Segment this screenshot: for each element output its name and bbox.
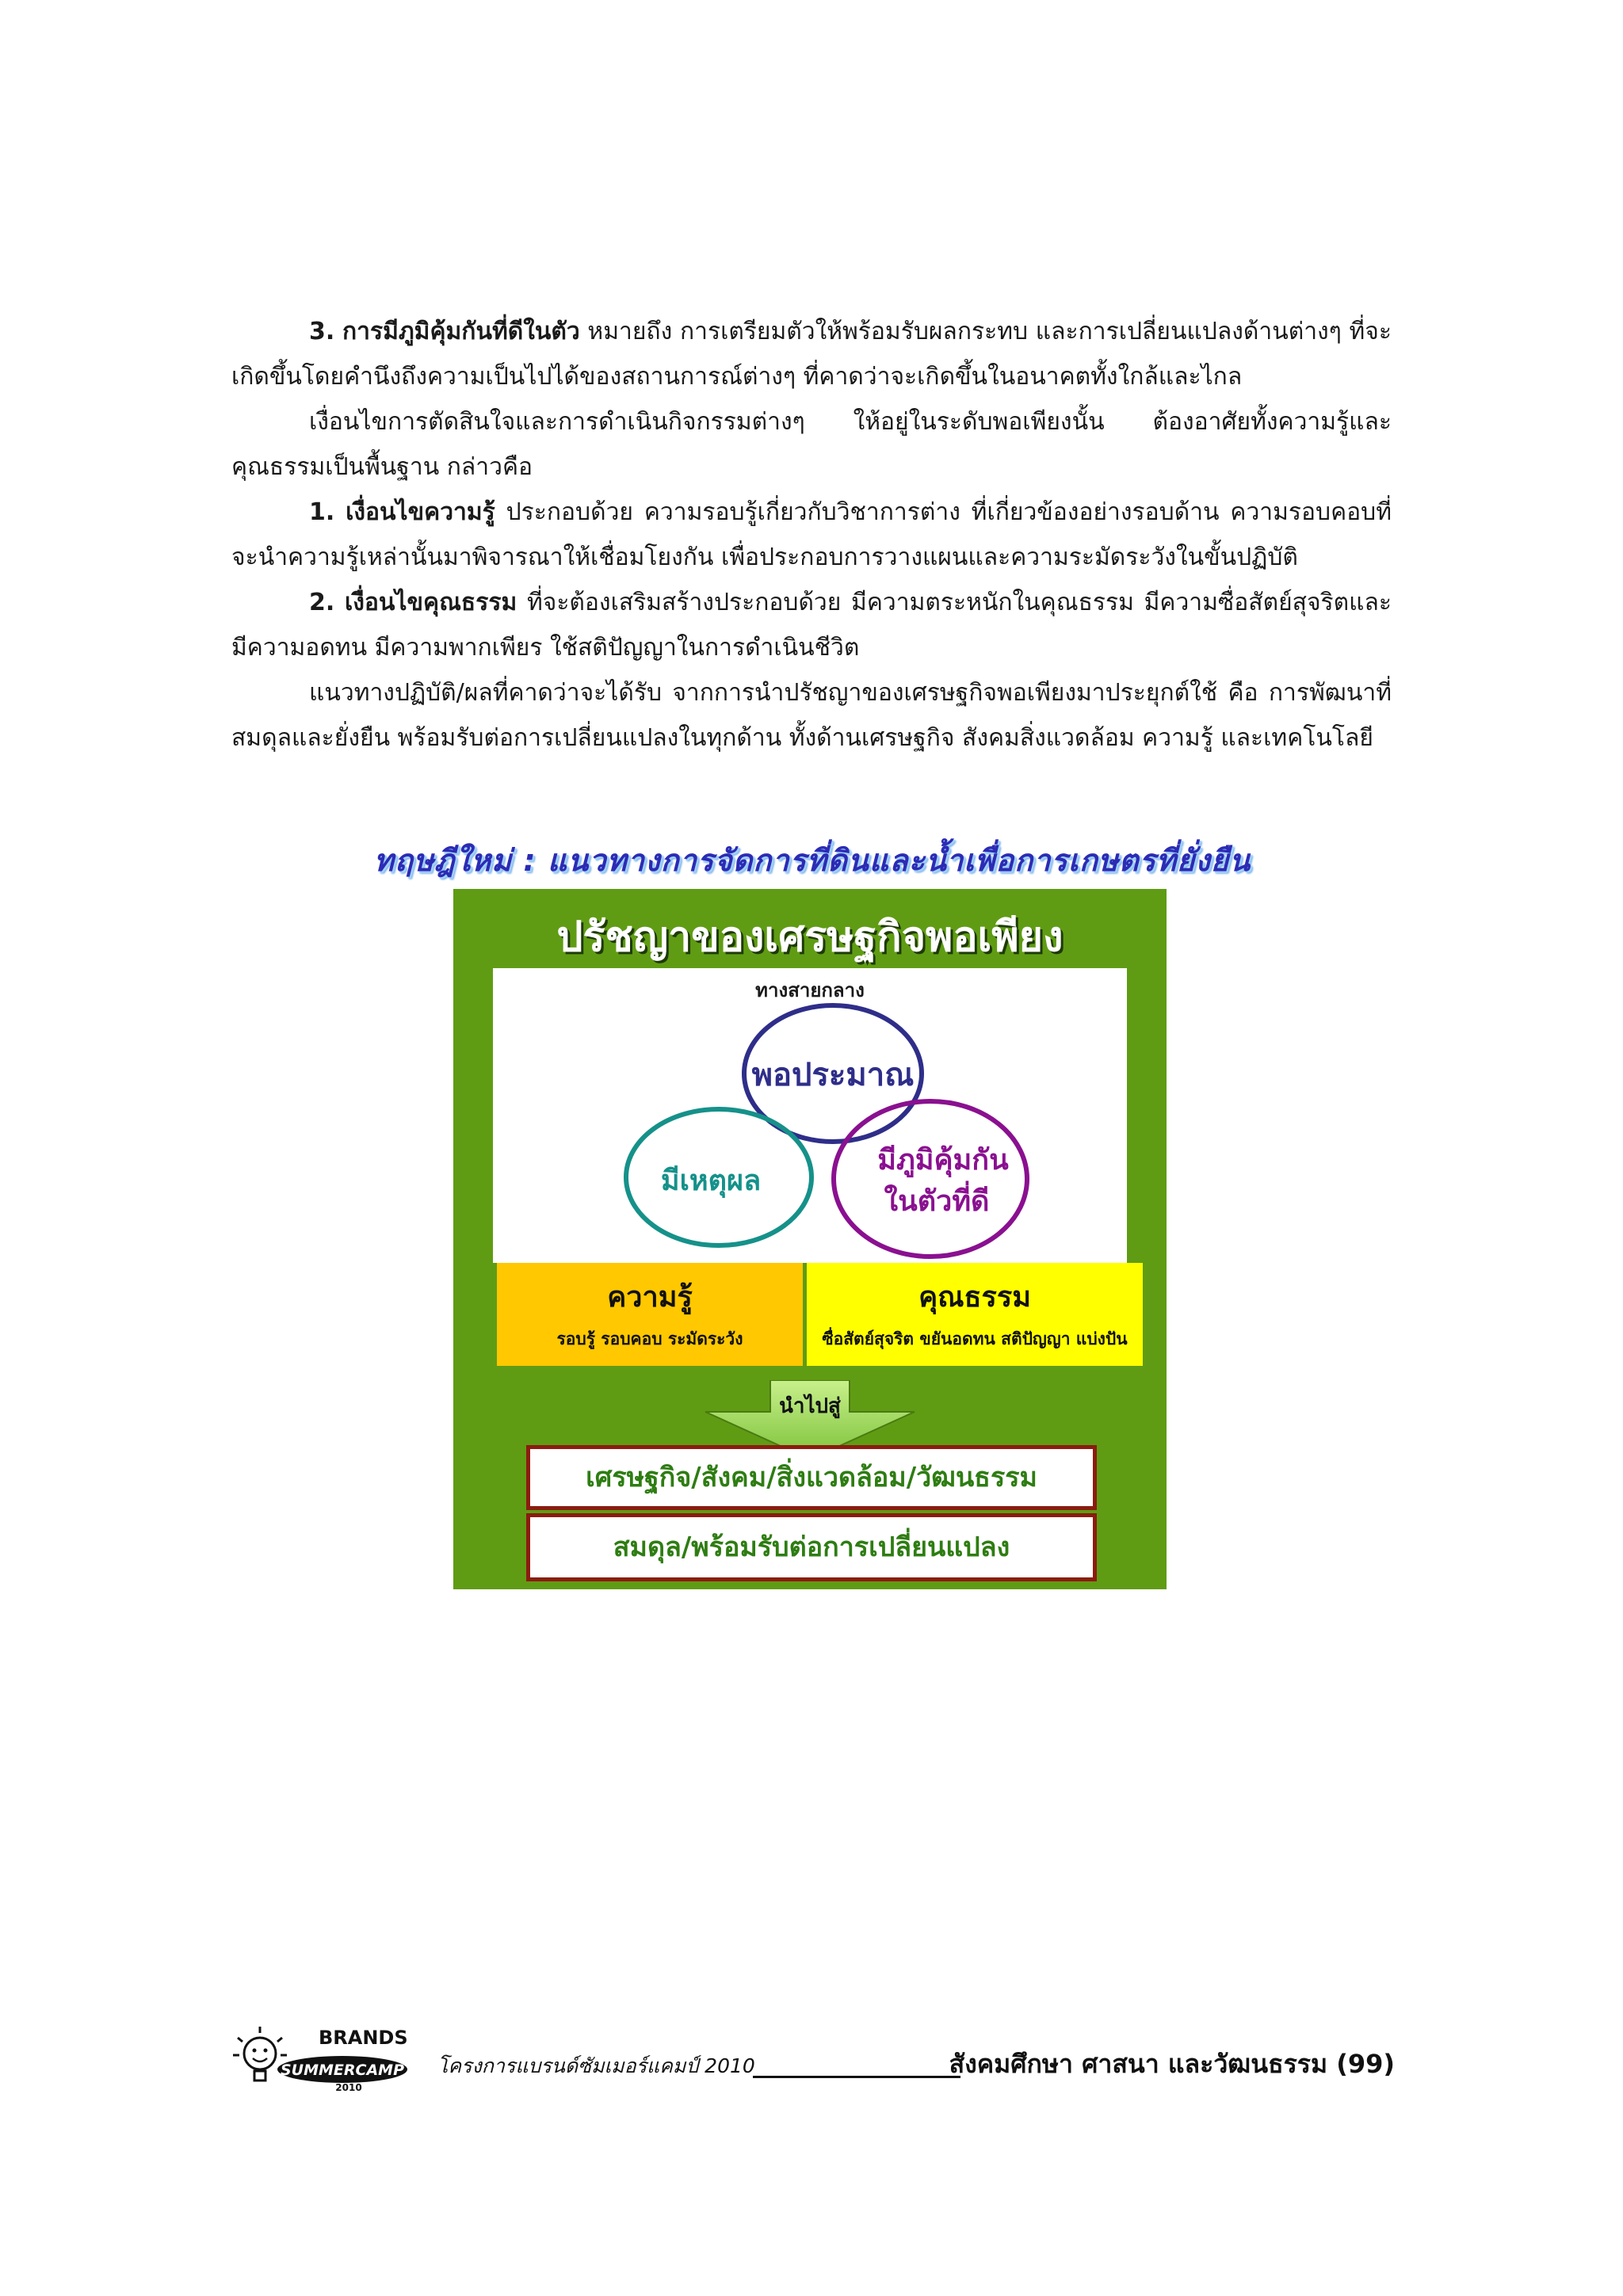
paragraph-heading: เงื่อนไขความรู้ [346,498,495,526]
venn-area [493,968,1127,1263]
result-box-domains: เศรษฐกิจ/สังคม/สิ่งแวดล้อม/วัฒนธรรม [526,1445,1097,1510]
footer-project-name: โครงการแบรนด์ซัมเมอร์แคมป์ 2010 [437,2054,755,2077]
middle-path-label: ทางสายกลาง [755,979,865,1001]
paragraph-heading: การมีภูมิคุ้มกันที่ดีในตัว [342,318,580,345]
virtue-box [807,1263,1143,1366]
paragraph-number: 3. [309,318,335,345]
paragraph-number: 2. [309,589,335,616]
virtue-title: คุณธรรม [918,1281,1031,1314]
lead-to-label: นำไปสู่ [779,1394,841,1418]
paragraph-text: เงื่อนไขการตัดสินใจและการดำเนินกิจกรรมต่างๆ ให้อยู่ในระดับพอเพียงนั้น ต้องอาศัยทั้งความรู้และคุณธรรมเป็นพื้นฐาน กล่าวคือ [231,408,1392,481]
paragraph-conditions [231,399,1392,490]
knowledge-box [497,1263,803,1366]
logo-year-text: 2010 [335,2082,362,2093]
immunity-circle [834,1101,1027,1257]
paragraph-number: 1. [309,498,335,526]
knowledge-subtitle: รอบรู้ รอบคอบ ระมัดระวัง [556,1329,743,1348]
paragraph-text: หมายถึง การเตรียมตัวให้พร้อมรับผลกระทบ และการเปลี่ยนแปลงด้านต่างๆ ที่จะเกิดขึ้นโดยคำนึงถึงความเป็นไปได้ของสถานการณ์ต่างๆ ที่คาดว่าจะเกิดขึ้นในอนาคตทั้งใกล้และไกล [231,318,1392,391]
paragraph-text: แนวทางปฏิบัติ/ผลที่คาดว่าจะได้รับ จากการนำปรัชญาของเศรษฐกิจพอเพียงมาประยุกต์ใช้ คือ การพัฒนาที่สมดุลและยั่งยืน พร้อมรับต่อการเปลี่ยนแปลงในทุกด้าน ทั้งด้านเศรษฐกิจ สังคมสิ่งแวดล้อม ความรู้ และเทคโนโลยี [231,679,1392,752]
diagram-main-title: ปรัชญาของเศรษฐกิจพอเพียง [556,913,1064,961]
footer-subject-page: สังคมศึกษา ศาสนา และวัฒนธรรม (99) [949,2049,1395,2079]
paragraph-heading: เงื่อนไขคุณธรรม [345,589,517,616]
paragraph-text: ประกอบด้วย ความรอบรู้เกี่ยวกับวิชาการต่าง ที่เกี่ยวข้องอย่างรอบด้าน ความรอบคอบที่จะนำความรู้เหล่านั้นมาพิจารณาให้เชื่อมโยงกัน เพื่อประกอบการวางแผนและความระมัดระวังในขั้นปฏิบัติ [231,498,1392,571]
figure-title: ทฤษฎีใหม่ : แนวทางการจัดการที่ดินและน้ำเพื่อการเกษตรที่ยั่งยืน [373,843,1251,878]
result-box-balance: สมดุล/พร้อมรับต่อการเปลี่ยนแปลง [526,1513,1097,1581]
logo-camp-text: SUMMERCAMP [280,2061,405,2079]
footer-divider-line [753,2076,960,2078]
body-text [231,309,1392,761]
brands-summer-camp-logo [230,2022,428,2093]
knowledge-title: ความรู้ [607,1281,693,1314]
paragraph-immunity [231,309,1392,399]
page-footer [230,2022,1395,2093]
immunity-label-line-1: มีภูมิคุ้มกัน [877,1144,1009,1177]
paragraph-text: ที่จะต้องเสริมสร้างประกอบด้วย มีความตระหนักในคุณธรรม มีความซื่อสัตย์สุจริตและมีความอดทน มีความพากเพียร ใช้สติปัญญาในการดำเนินชีวิต [231,589,1392,662]
venn-diagram [493,968,1127,1263]
virtue-subtitle: ซื่อสัตย์สุจริต ขยันอดทน สติปัญญา แบ่งปัน [822,1329,1128,1348]
lightbulb-icon [244,2038,276,2069]
logo-brand-text: BRANDS [319,2027,408,2049]
moderation-label: พอประมาณ [751,1057,915,1093]
reason-label: มีเหตุผล [660,1165,762,1197]
paragraph-outcomes [231,670,1392,761]
paragraph-virtue-condition [231,580,1392,670]
paragraph-knowledge-condition [231,490,1392,580]
sufficiency-economy-diagram [453,889,1167,1589]
immunity-label-line-2: ในตัวที่ดี [884,1185,990,1218]
